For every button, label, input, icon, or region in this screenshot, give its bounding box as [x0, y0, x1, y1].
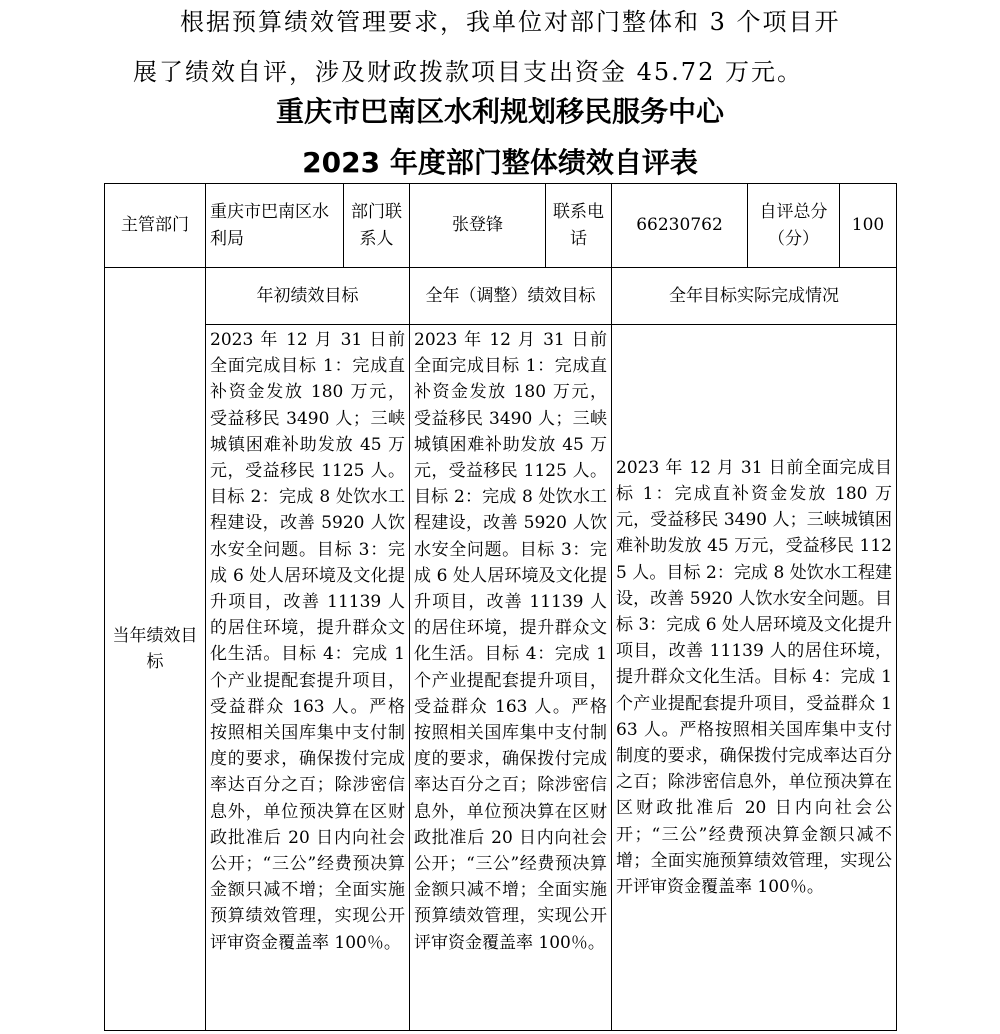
score-value: 100 [840, 184, 897, 268]
dept-value: 重庆市巴南区水利局 [206, 184, 344, 268]
document-title-org: 重庆市巴南区水利规划移民服务中心 [275, 95, 724, 128]
goals-content-row [105, 325, 897, 1031]
dept-label: 主管部门 [105, 184, 206, 268]
goals-row-label: 当年绩效目标 [105, 268, 206, 1031]
score-label: 自评总分（分） [748, 184, 840, 268]
header-row [105, 184, 897, 268]
goals-header-row [105, 268, 897, 325]
intro-paragraph-line-2: 展了绩效自评，涉及财政拨款项目支出资金 45.72 万元。 [133, 58, 803, 86]
intro-paragraph-line-1: 根据预算绩效管理要求，我单位对部门整体和 3 个项目开 [180, 8, 841, 36]
actual-completion-text: 2023 年 12 月 31 日前全面完成目标 1：完成直补资金发放 180 万元，受益移民 3490 人；三峡城镇困难补助发放 45 万元，受益移民 1125 人。目标 2：完成 8 处饮水工程建设，改善 5920 人饮水安全问题。目标 3：完成 6 处人居环境及文化提升项目，改善 11139 人的居住环境，提升群众文化生活。目标 4：完成 1 个产业提配套提升项目，受益群众 163 人。严格按照相关国库集中支付制度的要求，确保拨付完成率达百分之百；除涉密信息外，单位预决算在区财政批准后 20 日内向社会公开；“三公”经费预决算金额只减不增；全面实施预算绩效管理，实现公开评审资金覆盖率 100％。 [612, 325, 897, 1031]
initial-goal-text: 2023 年 12 月 31 日前全面完成目标 1：完成直补资金发放 180 万元，受益移民 3490 人；三峡城镇困难补助发放 45 万元，受益移民 1125 人。目标 2：完成 8 处饮水工程建设，改善 5920 人饮水安全问题。目标 3：完成 6 处人居环境及文化提升项目，改善 11139 人的居住环境，提升群众文化生活。目标 4：完成 1 个产业提配套提升项目，受益群众 163 人。严格按照相关国库集中支付制度的要求，确保拨付完成率达百分之百；除涉密信息外，单位预决算在区财政批准后 20 日内向社会公开；“三公”经费预决算金额只减不增；全面实施预算绩效管理，实现公开评审资金覆盖率 100％。 [206, 325, 410, 1031]
adjusted-goal-text: 2023 年 12 月 31 日前全面完成目标 1：完成直补资金发放 180 万元，受益移民 3490 人；三峡城镇困难补助发放 45 万元，受益移民 1125 人。目标 2：完成 8 处饮水工程建设，改善 5920 人饮水安全问题。目标 3：完成 6 处人居环境及文化提升项目，改善 11139 人的居住环境，提升群众文化生活。目标 4：完成 1 个产业提配套提升项目，受益群众 163 人。严格按照相关国库集中支付制度的要求，确保拨付完成率达百分之百；除涉密信息外，单位预决算在区财政批准后 20 日内向社会公开；“三公”经费预决算金额只减不增；全面实施预算绩效管理，实现公开评审资金覆盖率 100％。 [410, 325, 612, 1031]
col-actual-completion: 全年目标实际完成情况 [612, 268, 897, 325]
contact-label: 部门联系人 [344, 184, 410, 268]
phone-label: 联系电话 [546, 184, 612, 268]
contact-value: 张登锋 [410, 184, 546, 268]
self-evaluation-table [104, 183, 897, 1031]
document-title-form: 2023 年度部门整体绩效自评表 [302, 146, 698, 179]
col-initial-goal: 年初绩效目标 [206, 268, 410, 325]
phone-value: 66230762 [612, 184, 748, 268]
col-adjusted-goal: 全年（调整）绩效目标 [410, 268, 612, 325]
